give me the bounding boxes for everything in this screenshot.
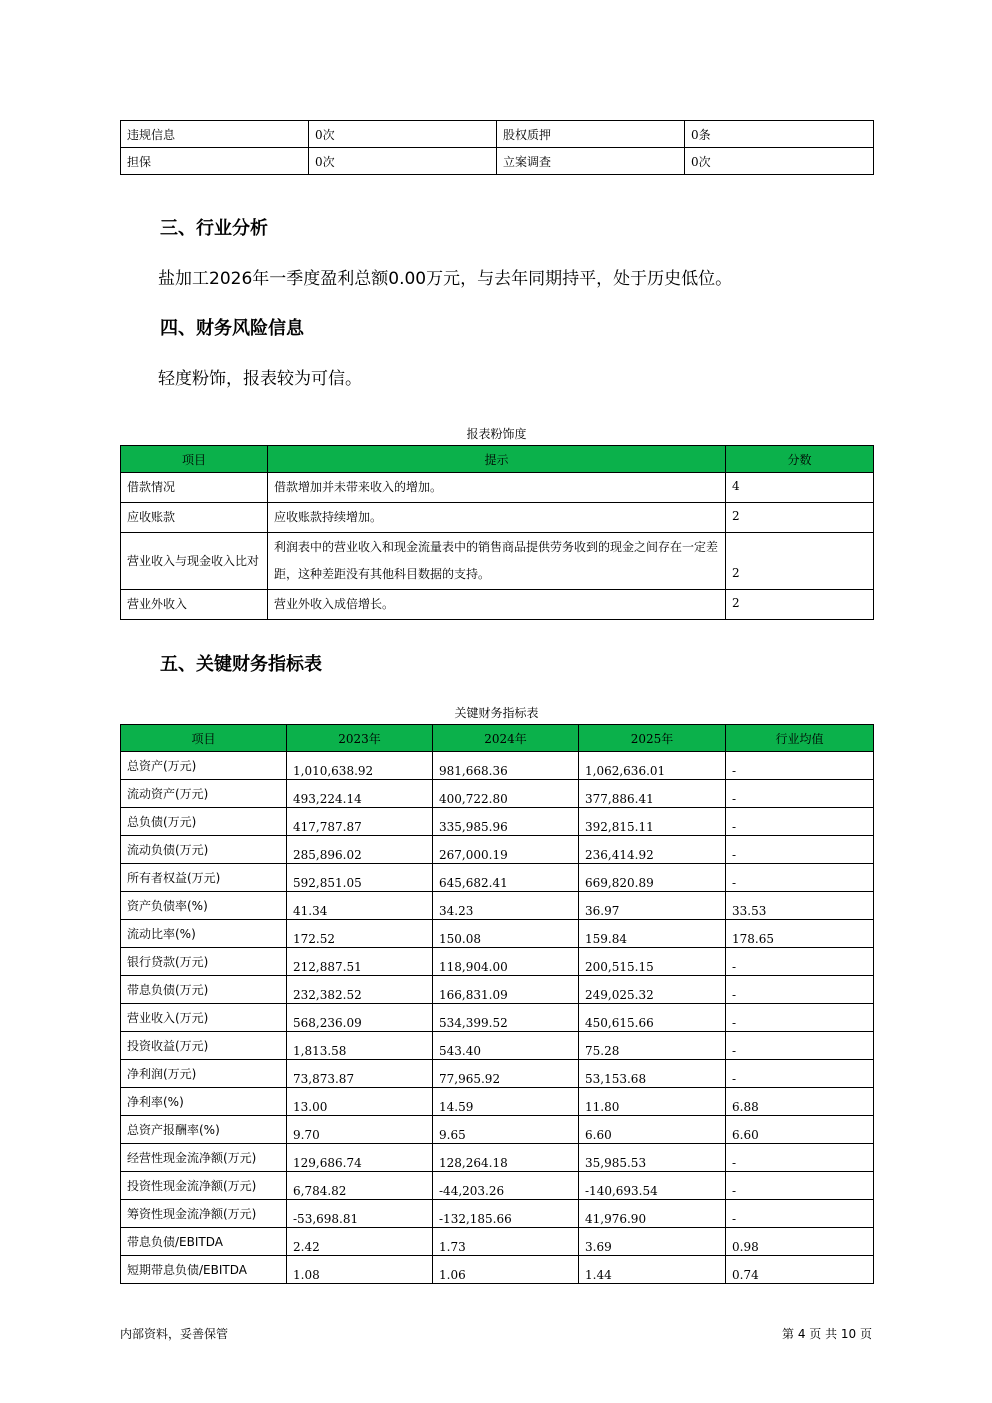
metric-value-cell: 400,722.80 xyxy=(433,780,579,808)
metric-value-cell: 41,976.90 xyxy=(579,1200,726,1228)
metric-value-cell: 543.40 xyxy=(433,1032,579,1060)
metric-value-cell: 150.08 xyxy=(433,920,579,948)
table-row xyxy=(121,1116,874,1144)
section3-text: 盐加工2026年一季度盈利总额0.00万元，与去年同期持平，处于历史低位。 xyxy=(158,269,733,289)
metric-value-cell: 9.65 xyxy=(433,1116,579,1144)
metric-value-cell: 53,153.68 xyxy=(579,1060,726,1088)
table-cell: 0次 xyxy=(685,148,874,175)
metric-name-cell: 总资产报酬率(%) xyxy=(121,1116,287,1144)
table-row xyxy=(121,590,874,620)
metric-value-cell: - xyxy=(726,948,874,976)
metric-name-cell: 带息负债(万元) xyxy=(121,976,287,1004)
metric-value-cell: 534,399.52 xyxy=(433,1004,579,1032)
metric-name-cell: 银行贷款(万元) xyxy=(121,948,287,976)
metric-value-cell: 236,414.92 xyxy=(579,836,726,864)
header-2024: 2024年 xyxy=(433,725,579,752)
fraud-score-cell: 2 xyxy=(726,590,874,620)
metric-value-cell: -140,693.54 xyxy=(579,1172,726,1200)
table-cell: 担保 xyxy=(121,148,309,175)
metric-value-cell: 212,887.51 xyxy=(287,948,433,976)
metric-name-cell: 流动资产(万元) xyxy=(121,780,287,808)
table-row xyxy=(121,1228,874,1256)
metric-value-cell: 129,686.74 xyxy=(287,1144,433,1172)
header-hint: 提示 xyxy=(268,446,726,473)
metric-value-cell: 645,682.41 xyxy=(433,864,579,892)
table-cell: 立案调查 xyxy=(497,148,685,175)
metric-value-cell: 9.70 xyxy=(287,1116,433,1144)
metric-value-cell: 669,820.89 xyxy=(579,864,726,892)
metric-value-cell: 13.00 xyxy=(287,1088,433,1116)
fraud-score-cell: 2 xyxy=(726,533,874,590)
metric-value-cell: 172.52 xyxy=(287,920,433,948)
metric-value-cell: - xyxy=(726,808,874,836)
metric-value-cell: 6.88 xyxy=(726,1088,874,1116)
table-row xyxy=(121,920,874,948)
header-2023: 2023年 xyxy=(287,725,433,752)
table-row xyxy=(121,976,874,1004)
table-row xyxy=(121,1032,874,1060)
section3-heading: 三、行业分析 xyxy=(160,218,268,239)
metric-value-cell: -53,698.81 xyxy=(287,1200,433,1228)
metric-value-cell: 568,236.09 xyxy=(287,1004,433,1032)
metric-value-cell: -132,185.66 xyxy=(433,1200,579,1228)
section5-heading: 五、关键财务指标表 xyxy=(160,654,322,675)
metric-value-cell: 41.34 xyxy=(287,892,433,920)
table-row xyxy=(121,836,874,864)
table-cell: 0条 xyxy=(685,121,874,148)
metric-value-cell: 36.97 xyxy=(579,892,726,920)
table-row xyxy=(121,892,874,920)
metric-name-cell: 总资产(万元) xyxy=(121,752,287,780)
metric-value-cell: - xyxy=(726,1060,874,1088)
metric-value-cell: - xyxy=(726,1172,874,1200)
table-cell: 违规信息 xyxy=(121,121,309,148)
metric-name-cell: 净利润(万元) xyxy=(121,1060,287,1088)
section4-text: 轻度粉饰，报表较为可信。 xyxy=(158,369,362,389)
metric-value-cell: 1,813.58 xyxy=(287,1032,433,1060)
metric-name-cell: 投资性现金流净额(万元) xyxy=(121,1172,287,1200)
metric-value-cell: 450,615.66 xyxy=(579,1004,726,1032)
footer-left: 内部资料，妥善保管 xyxy=(120,1327,229,1341)
metric-name-cell: 资产负债率(%) xyxy=(121,892,287,920)
metric-value-cell: 75.28 xyxy=(579,1032,726,1060)
table-row xyxy=(121,808,874,836)
metric-value-cell: - xyxy=(726,1144,874,1172)
table-row xyxy=(121,121,874,148)
metric-value-cell: 0.98 xyxy=(726,1228,874,1256)
table-cell: 0次 xyxy=(309,148,497,175)
metric-name-cell: 带息负债/EBITDA xyxy=(121,1228,287,1256)
table-row xyxy=(121,1088,874,1116)
metric-value-cell: 33.53 xyxy=(726,892,874,920)
table-row xyxy=(121,473,874,503)
header-score: 分数 xyxy=(726,446,874,473)
metric-value-cell: - xyxy=(726,976,874,1004)
metric-name-cell: 总负债(万元) xyxy=(121,808,287,836)
metric-name-cell: 所有者权益(万元) xyxy=(121,864,287,892)
fraud-score-cell: 4 xyxy=(726,473,874,503)
metric-value-cell: 166,831.09 xyxy=(433,976,579,1004)
metric-value-cell: 6.60 xyxy=(579,1116,726,1144)
metric-value-cell: 1.44 xyxy=(579,1256,726,1284)
metric-name-cell: 投资收益(万元) xyxy=(121,1032,287,1060)
metric-value-cell: 128,264.18 xyxy=(433,1144,579,1172)
metric-value-cell: - xyxy=(726,1200,874,1228)
risk-info-table xyxy=(120,120,874,175)
metric-value-cell: 249,025.32 xyxy=(579,976,726,1004)
metric-value-cell: 159.84 xyxy=(579,920,726,948)
header-item: 项目 xyxy=(121,725,287,752)
fraud-hint-cell: 营业外收入成倍增长。 xyxy=(268,590,726,620)
metric-value-cell: 417,787.87 xyxy=(287,808,433,836)
fraud-item-cell: 营业收入与现金收入比对 xyxy=(121,533,268,590)
fraud-item-cell: 营业外收入 xyxy=(121,590,268,620)
metric-value-cell: 1,062,636.01 xyxy=(579,752,726,780)
metric-value-cell: 1.08 xyxy=(287,1256,433,1284)
metric-value-cell: 6.60 xyxy=(726,1116,874,1144)
metric-value-cell: 335,985.96 xyxy=(433,808,579,836)
metric-value-cell: - xyxy=(726,1004,874,1032)
table-row xyxy=(121,148,874,175)
metric-name-cell: 营业收入(万元) xyxy=(121,1004,287,1032)
metrics-table-caption: 关键财务指标表 xyxy=(454,706,539,720)
table-row xyxy=(121,1256,874,1284)
table-row xyxy=(121,1144,874,1172)
header-2025: 2025年 xyxy=(579,725,726,752)
metric-value-cell: - xyxy=(726,780,874,808)
metric-value-cell: 11.80 xyxy=(579,1088,726,1116)
header-item: 项目 xyxy=(121,446,268,473)
metric-value-cell: 232,382.52 xyxy=(287,976,433,1004)
fraud-table-caption: 报表粉饰度 xyxy=(466,427,527,441)
metric-value-cell: 981,668.36 xyxy=(433,752,579,780)
metric-name-cell: 流动比率(%) xyxy=(121,920,287,948)
metric-name-cell: 净利率(%) xyxy=(121,1088,287,1116)
table-cell: 0次 xyxy=(309,121,497,148)
metric-value-cell: - xyxy=(726,836,874,864)
fraud-hint-cell: 利润表中的营业收入和现金流量表中的销售商品提供劳务收到的现金之间存在一定差距，这种差距没有其他科目数据的支持。 xyxy=(268,533,726,590)
table-row xyxy=(121,1060,874,1088)
footer-page-number: 第 4 页 共 10 页 xyxy=(782,1327,872,1341)
metric-name-cell: 筹资性现金流净额(万元) xyxy=(121,1200,287,1228)
metric-value-cell: - xyxy=(726,864,874,892)
metric-value-cell: 34.23 xyxy=(433,892,579,920)
metric-value-cell: -44,203.26 xyxy=(433,1172,579,1200)
metric-value-cell: 73,873.87 xyxy=(287,1060,433,1088)
metric-value-cell: 200,515.15 xyxy=(579,948,726,976)
table-row xyxy=(121,503,874,533)
metric-value-cell: 0.74 xyxy=(726,1256,874,1284)
metric-value-cell: 1.73 xyxy=(433,1228,579,1256)
fraud-hint-cell: 应收账款持续增加。 xyxy=(268,503,726,533)
metric-value-cell: 377,886.41 xyxy=(579,780,726,808)
table-row xyxy=(121,533,874,590)
key-financial-metrics-table xyxy=(120,724,874,1284)
metric-value-cell: 392,815.11 xyxy=(579,808,726,836)
metric-value-cell: 2.42 xyxy=(287,1228,433,1256)
table-row xyxy=(121,780,874,808)
metric-value-cell: 285,896.02 xyxy=(287,836,433,864)
table-row xyxy=(121,948,874,976)
table-row xyxy=(121,752,874,780)
metric-value-cell: - xyxy=(726,1032,874,1060)
metric-value-cell: 267,000.19 xyxy=(433,836,579,864)
metric-value-cell: 1,010,638.92 xyxy=(287,752,433,780)
table-row xyxy=(121,1200,874,1228)
metric-value-cell: 118,904.00 xyxy=(433,948,579,976)
metric-value-cell: 493,224.14 xyxy=(287,780,433,808)
table-cell: 股权质押 xyxy=(497,121,685,148)
metric-value-cell: 592,851.05 xyxy=(287,864,433,892)
metric-value-cell: 3.69 xyxy=(579,1228,726,1256)
fraud-degree-table xyxy=(120,445,874,620)
metric-value-cell: 1.06 xyxy=(433,1256,579,1284)
section4-heading: 四、财务风险信息 xyxy=(160,318,304,339)
metric-name-cell: 流动负债(万元) xyxy=(121,836,287,864)
metric-name-cell: 短期带息负债/EBITDA xyxy=(121,1256,287,1284)
fraud-item-cell: 借款情况 xyxy=(121,473,268,503)
fraud-item-cell: 应收账款 xyxy=(121,503,268,533)
table-row xyxy=(121,1172,874,1200)
metric-value-cell: 178.65 xyxy=(726,920,874,948)
header-industry-avg: 行业均值 xyxy=(726,725,874,752)
metric-value-cell: - xyxy=(726,752,874,780)
fraud-hint-cell: 借款增加并未带来收入的增加。 xyxy=(268,473,726,503)
metric-value-cell: 77,965.92 xyxy=(433,1060,579,1088)
metric-value-cell: 14.59 xyxy=(433,1088,579,1116)
metric-value-cell: 35,985.53 xyxy=(579,1144,726,1172)
table-row xyxy=(121,864,874,892)
metric-name-cell: 经营性现金流净额(万元) xyxy=(121,1144,287,1172)
fraud-score-cell: 2 xyxy=(726,503,874,533)
metric-value-cell: 6,784.82 xyxy=(287,1172,433,1200)
table-row xyxy=(121,1004,874,1032)
